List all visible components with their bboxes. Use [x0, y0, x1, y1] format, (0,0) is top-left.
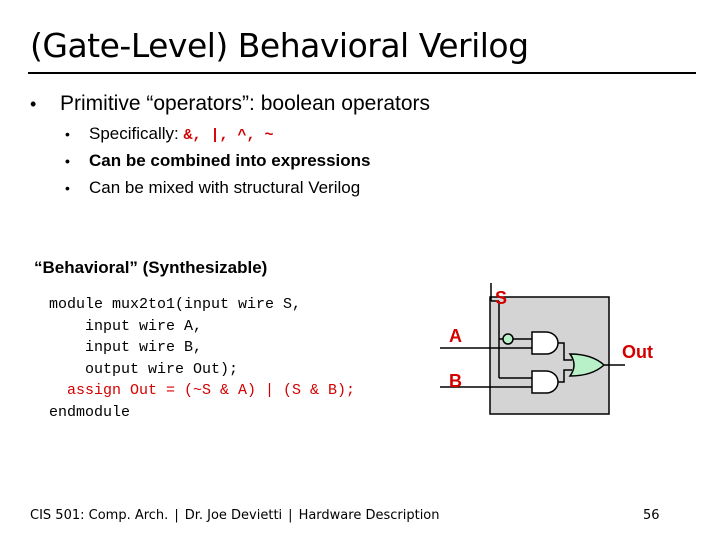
label-b: B	[449, 371, 462, 391]
main-bullet-text: Primitive “operators”: boolean operators	[60, 92, 431, 115]
code-line: module mux2to1(input wire S,	[49, 296, 302, 313]
code-line: endmodule	[49, 403, 131, 421]
main-bullet	[30, 92, 430, 116]
sub-bullet-mixed-text: Can be mixed with structural Verilog	[89, 178, 361, 197]
sub-bullet-prefix: Specifically:	[89, 124, 184, 143]
sub-bullet-combined-text: Can be combined into expressions	[89, 151, 371, 170]
page-number: 56	[643, 508, 660, 523]
code-line-assign: assign Out = (~S & A) | (S & B);	[49, 382, 356, 399]
label-a: A	[449, 326, 462, 346]
footer-topic: Hardware Description	[298, 508, 440, 523]
and-gate-bottom-icon	[532, 371, 558, 393]
footer-author: Dr. Joe Devietti	[184, 508, 283, 523]
section-heading: “Behavioral” (Synthesizable)	[34, 258, 268, 277]
sub-bullet-list	[65, 124, 371, 205]
slide-footer	[30, 508, 440, 523]
bullet-dot-icon: •	[30, 94, 37, 114]
label-out: Out	[622, 342, 653, 362]
bullet-dot-icon: •	[65, 180, 70, 196]
sub-bullet-combined	[65, 151, 371, 178]
inverter-bubble-icon	[503, 334, 513, 344]
bullet-dot-icon: •	[65, 126, 70, 142]
code-line: input wire B,	[49, 339, 203, 356]
footer-course: CIS 501: Comp. Arch.	[30, 508, 169, 523]
slide-title: (Gate-Level) Behavioral Verilog	[30, 26, 529, 65]
code-line: output wire Out);	[49, 360, 239, 378]
verilog-code-block	[49, 294, 355, 423]
code-line: input wire A,	[49, 317, 203, 335]
circuit-box	[490, 297, 609, 414]
and-gate-top-icon	[532, 332, 558, 354]
footer-separator: |	[288, 508, 293, 523]
footer-separator: |	[174, 508, 179, 523]
title-underline	[28, 72, 696, 74]
mux-circuit-diagram	[440, 280, 670, 420]
sub-bullet-specifically	[65, 124, 371, 151]
sub-bullet-mixed	[65, 178, 371, 205]
label-s: S	[495, 288, 508, 308]
bullet-dot-icon: •	[65, 153, 70, 169]
operator-list: &, |, ^, ~	[183, 127, 274, 144]
